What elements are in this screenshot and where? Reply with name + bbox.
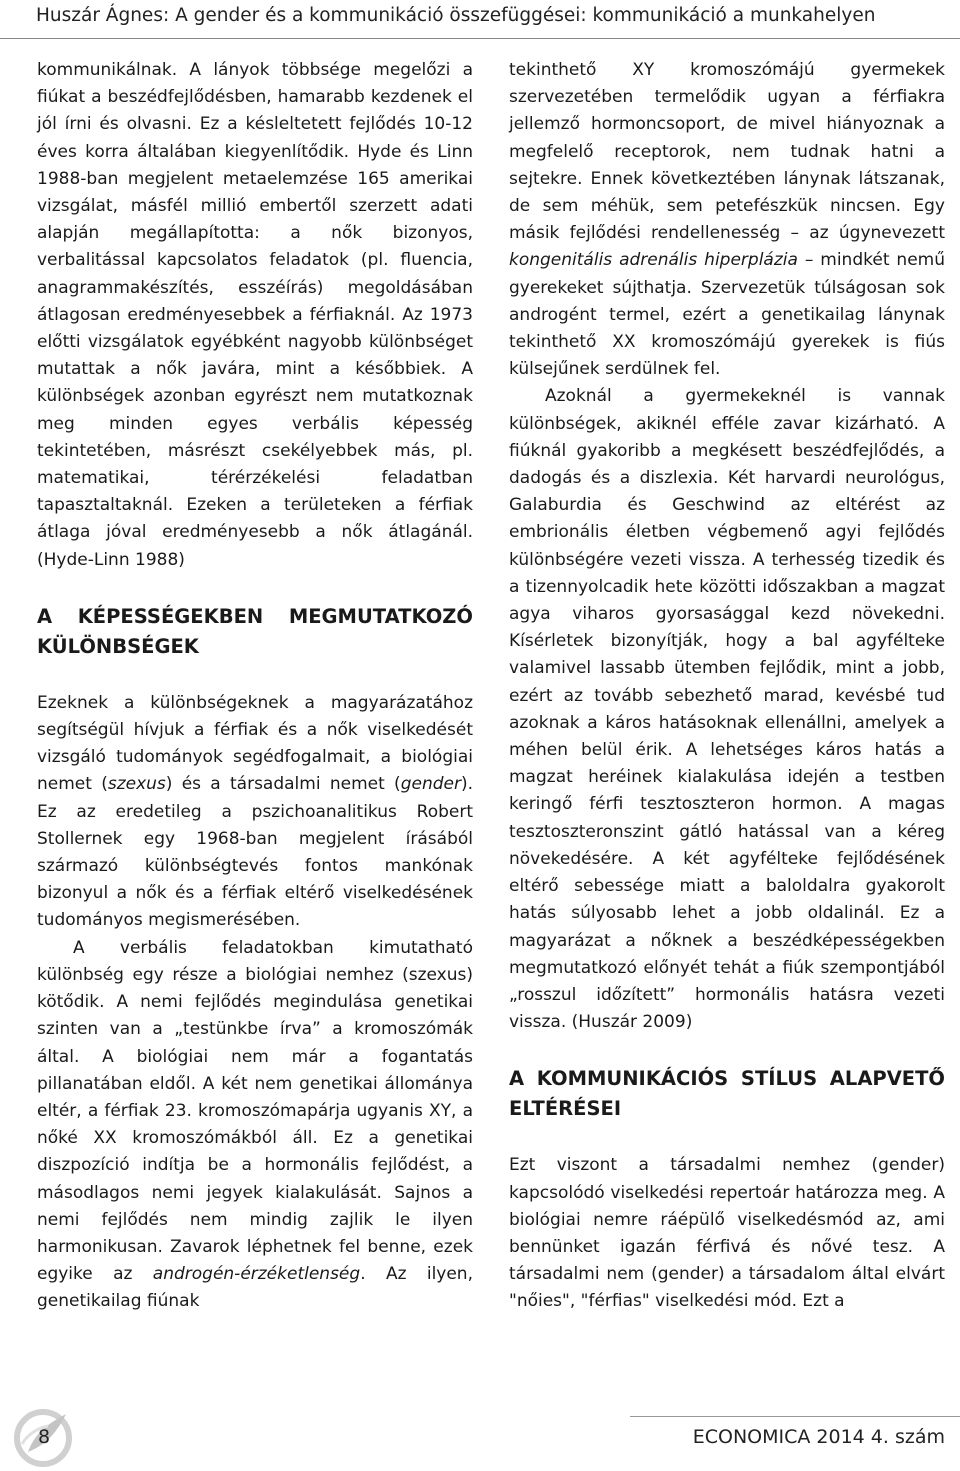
text-run: – mindkét nemű gyerekeket sújthatja. Szervezetük túlságosan sok androgént termel, ezért a genetikailag lánynak tekinthető XX kromoszómájú gyerekek is fiús külsejűnek serdülnek fel. <box>509 250 945 380</box>
journal-issue-label: ECONOMICA 2014 4. szám <box>692 1426 945 1448</box>
left-paragraph-1: kommunikálnak. A lányok többsége megelőzi a fiúkat a beszédfejlődésben, hamarabb kezdenek el jól írni és olvasni. Ez a késleltetett fejlődés 10-12 éves korra általában kiegyenlítődik. Hyde és Linn 1988-ban megjelent metaelemzése 165 amerikai vizsgálat, másfél millió embertől szerzett adati alapján megállapította: a nők bizonyos, verbalitással kapcsolatos feladatok (pl. fluencia, anagrammakészítés, esszéírás) megoldásában átlagosan eredményesebbek a férfiaknál. Az 1973 előtti vizsgálatok egyébként nagyobb különbséget mutattak a nők javára, mint a későbbiek. A különbségek azonban egyrészt nem mutatkoznak meg minden egyes verbális képesség tekintetében, másrészt csekélyebbek más, pl. matematikai, térérzékelési feladatban tapasztaltaknál. Ezeken a területeken a férfiak átlaga jóval eredményesebb a nők átlagánál.(Hyde-Linn 1988) <box>37 60 473 570</box>
section-heading-communication-style: A KOMMUNIKÁCIÓS STÍLUS ALAPVETŐ ELTÉRÉSEI <box>509 1067 945 1121</box>
right-paragraph-2: Azoknál a gyermekeknél is vannak különbségek, akiknél efféle zavar kizárható. A fiúknál gyakoribb a megkésett beszédfejlődés, a dadogás és a diszlexia. Két harvardi neurológus, Galaburdia és Geschwind az eltérést az embrionális életben végbemenő agyi fejlődés különbségére vezeti vissza. A terhesség tizedik és a tizennyolcadik hete közötti időszakban a magzat agya viharos gyorsasággal kezd növekedni. Kísérletek bizonyítják, hogy a bal agyfélteke valamivel lassabb ütemben fejlődik, mint a jobb, ezért az tovább sebezhető marad, kevésbé tud azoknak a káros hatásoknak ellenállni, amelyek a méhen belül érik. A lehetséges káros hatás a magzat heréinek kialakulása idején a testben keringő férfi tesztoszteron hormon. A magas tesztoszteronszint gátló hatással van a kéreg növekedésére. A két agyfélteke fejlődésének eltérő sebessége miatt a baloldalra gyakorolt hatás súlyosabb lehet a jobb oldalinál. Ez a magyarázat a nőknek a beszédképességekben megmutatkozó előnyét tehát a fiúk szempontjából „rosszul időzített” hormonális hatásra vezeti vissza. (Huszár 2009) <box>509 386 945 1033</box>
term-szexus: szexus <box>107 774 166 795</box>
left-column <box>37 57 473 1316</box>
spacer <box>509 1036 945 1064</box>
left-paragraph-2 <box>37 690 473 935</box>
right-paragraph-1 <box>509 57 945 383</box>
text-run: Ezeknek a különbségeknek a magyarázatához segítségül hívjuk a férfiak és a nők viselkedését vizsgáló tudományok segédfogalmait, a biológiai nemet ( <box>37 692 473 795</box>
text-run: A verbális feladatokban kimutatható különbség egy része a biológiai nemhez (szexus) kötődik. A nemi fejlődés megindulása genetikai szinten van a „testünkbe írva” a kromoszómák által. A biológiai nem már a fogantatás pillanatában eldől. A két nem genetikai állománya eltér, a férfiak 23. kromoszómapárja ugyanis XY, a nőké XX kromoszómákból áll. Ez a genetikai diszpozíció indítja be a hormonális fejlődést, a másodlagos nemi jegyek kialakulását. Sajnos a nemi fejlődés nem mindig zajlik le ilyen harmonikusan. Zavarok léphetnek fel benne, ezek egyike az <box>37 937 473 1285</box>
text-run: ) és a társadalmi nemet ( <box>165 774 401 795</box>
term-gender: gender <box>400 774 461 795</box>
left-paragraph-3 <box>37 935 473 1316</box>
spacer <box>37 574 473 602</box>
term-cah: kongenitális adrenális hiperplázia <box>509 250 798 271</box>
page-number: 8 <box>38 1426 51 1448</box>
spacer <box>37 662 473 690</box>
section-heading-abilities: A KÉPESSÉGEKBEN MEGMUTATKOZÓ KÜLÖNBSÉGEK <box>37 604 473 658</box>
right-column <box>509 57 945 1316</box>
term-androgen-insensitivity: androgén-érzéketlenség <box>152 1264 361 1285</box>
text-run: . Az ilyen, genetikailag fiúnak <box>37 1264 473 1312</box>
text-run: tekinthető XY kromoszómájú gyermekek szervezetében termelődik ugyan a férfiakra jellemző hormoncsoport, de mivel hiányoznak a megfelelő receptorok, nem tudnak hatni a sejtekre. Ennek következtében lánynak látszanak, de sem méhük, sem petefészkük nincsen. Egy másik fejlődési rendellenesség – az úgynevezett <box>509 60 945 244</box>
text-run: ). Ez az eredetileg a pszichoanalitikus Robert Stollernek egy 1968-ban megjelent írásából származó különbségtevés fontos mankónak bizonyul a nők és a férfiak eltérő viselkedésének tudományos megismerésében. <box>37 774 473 931</box>
spacer <box>509 1124 945 1152</box>
running-header-title: Huszár Ágnes: A gender és a kommunikáció összefüggései: kommunikáció a munkahelyen <box>36 5 876 26</box>
header-divider <box>0 38 960 39</box>
footer-divider <box>630 1416 960 1417</box>
right-paragraph-3: Ezt viszont a társadalmi nemhez (gender) kapcsolódó viselkedési repertoár határozza meg. A biológiai nemre ráépülő viselkedésmód az, ami bennünket igazán férfivá és nővé tesz. A társadalmi nem (gender) a társadalom által elvárt "nőies", "férfias" viselkedési mód. Ezt a <box>509 1155 945 1312</box>
